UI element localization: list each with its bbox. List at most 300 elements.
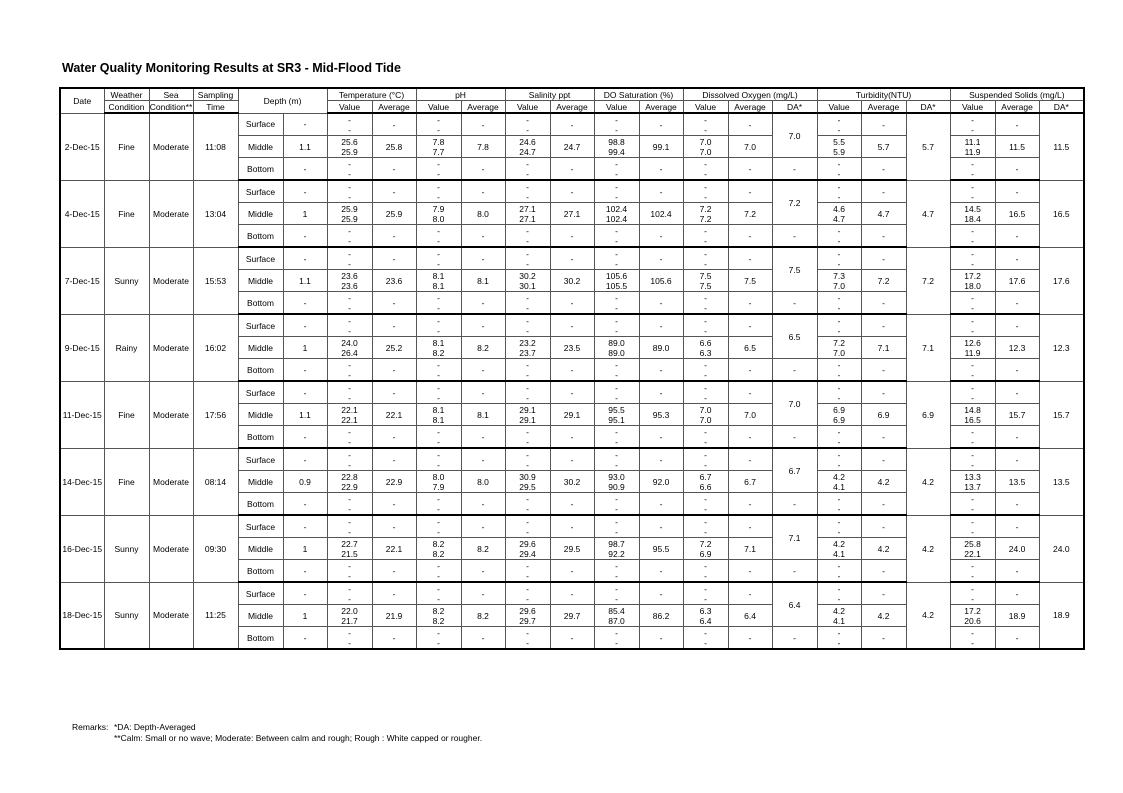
- temp-values-1: -: [348, 114, 351, 125]
- dosat-values: [594, 605, 639, 627]
- ss-values-1: -: [971, 449, 974, 460]
- table-header: [60, 88, 1084, 113]
- turb-values-2: -: [837, 526, 841, 537]
- ss-values-1: -: [971, 181, 974, 192]
- temp-average: -: [372, 225, 416, 248]
- turb-values-1: -: [837, 426, 841, 437]
- temp-average: -: [372, 314, 416, 337]
- do-values: [683, 225, 728, 248]
- ph-values-1: -: [437, 225, 440, 236]
- ph-average: 8.2: [461, 538, 505, 560]
- ss-da: 11.5: [1039, 113, 1084, 180]
- do-values: [683, 538, 728, 560]
- ss-values-2: -: [971, 258, 974, 269]
- depth-cell: 1: [283, 538, 327, 560]
- ph-values: [416, 247, 461, 270]
- subheader-value: Value: [817, 101, 861, 114]
- depth-cell: 1: [283, 203, 327, 225]
- dosat-values-1: -: [615, 382, 618, 393]
- dosat-values-2: -: [615, 436, 618, 447]
- do-values-2: 7.5: [699, 280, 712, 291]
- turb-values-2: -: [837, 302, 841, 313]
- do-da: 6.7: [772, 448, 817, 493]
- ph-values: [416, 404, 461, 426]
- header-dissolved-oxygen: Dissolved Oxygen (mg/L): [683, 88, 817, 101]
- do-values: [683, 605, 728, 627]
- ss-average: -: [995, 582, 1039, 605]
- dosat-average: -: [639, 448, 683, 471]
- turb-average: 7.1: [861, 337, 906, 359]
- turb-average: 6.9: [861, 404, 906, 426]
- ss-values-1: 25.8: [964, 538, 981, 549]
- do-values-2: -: [704, 637, 707, 648]
- do-values: [683, 247, 728, 270]
- ph-average: -: [461, 314, 505, 337]
- time-cell: 13:04: [193, 180, 238, 247]
- temp-average: 22.1: [372, 404, 416, 426]
- level-cell: Bottom: [238, 560, 283, 583]
- sal-values-2: -: [526, 436, 529, 447]
- ph-values: [416, 113, 461, 136]
- turb-values: [817, 471, 861, 493]
- level-cell: Bottom: [238, 426, 283, 449]
- temp-values-1: 25.9: [341, 203, 358, 214]
- ss-da: 17.6: [1039, 247, 1084, 314]
- header-weather-2: Condition: [104, 101, 149, 114]
- remarks-line-2: **Calm: Small or no wave; Moderate: Between calm and rough; Rough : White capped or rougher.: [114, 732, 483, 743]
- ph-values-2: 8.0: [432, 213, 445, 224]
- sal-values-2: -: [526, 258, 529, 269]
- ss-values-2: -: [971, 302, 974, 313]
- turb-values-2: -: [837, 325, 841, 336]
- ss-values: [950, 605, 995, 627]
- ss-values-2: -: [971, 124, 974, 135]
- dosat-values-2: -: [615, 168, 618, 179]
- temp-values-2: 21.7: [341, 615, 358, 626]
- depth-cell: -: [283, 493, 327, 516]
- depth-cell: -: [283, 381, 327, 404]
- temp-values: [327, 314, 372, 337]
- ss-values-1: 17.2: [964, 605, 981, 616]
- do-average: -: [728, 314, 772, 337]
- dosat-values-2: -: [615, 526, 618, 537]
- temp-values-1: -: [348, 426, 351, 437]
- ss-values: [950, 515, 995, 538]
- sal-values-1: 29.6: [519, 605, 536, 616]
- turb-average: -: [861, 515, 906, 538]
- dosat-values-2: -: [615, 570, 618, 581]
- ss-values: [950, 426, 995, 449]
- do-values-2: -: [704, 570, 707, 581]
- do-average: -: [728, 113, 772, 136]
- dosat-values-1: 98.7: [608, 538, 625, 549]
- ph-values: [416, 560, 461, 583]
- dosat-average: -: [639, 493, 683, 516]
- header-do-saturation: DO Saturation (%): [594, 88, 683, 101]
- dosat-average: 95.3: [639, 404, 683, 426]
- subheader-value: Value: [594, 101, 639, 114]
- ph-values: [416, 538, 461, 560]
- sea-cell: Moderate: [149, 113, 193, 180]
- ph-values-2: 8.2: [432, 615, 445, 626]
- depth-cell: 1: [283, 605, 327, 627]
- ph-average: 8.2: [461, 605, 505, 627]
- temp-values-2: 25.9: [341, 146, 358, 157]
- temp-values: [327, 359, 372, 382]
- ph-values-1: 7.8: [432, 136, 445, 147]
- ss-values: [950, 538, 995, 560]
- ph-values: [416, 471, 461, 493]
- ss-values: [950, 270, 995, 292]
- dosat-values: [594, 582, 639, 605]
- sal-values: [505, 203, 550, 225]
- turb-values-2: 5.9: [833, 146, 845, 157]
- dosat-average: 105.6: [639, 270, 683, 292]
- dosat-values-2: -: [615, 124, 618, 135]
- ss-values: [950, 493, 995, 516]
- do-values-1: -: [704, 315, 707, 326]
- ss-average: 12.3: [995, 337, 1039, 359]
- do-average: -: [728, 448, 772, 471]
- do-average: 7.2: [728, 203, 772, 225]
- turb-values: [817, 605, 861, 627]
- temp-values: [327, 627, 372, 650]
- ss-average: 18.9: [995, 605, 1039, 627]
- ph-values-1: 8.2: [432, 538, 445, 549]
- temp-values: [327, 493, 372, 516]
- temp-values-1: -: [348, 292, 351, 303]
- ph-values-2: -: [437, 503, 440, 514]
- do-values-2: 7.0: [699, 414, 712, 425]
- turb-average: -: [861, 448, 906, 471]
- dosat-values-1: 93.0: [608, 471, 625, 482]
- do-values-2: -: [704, 191, 707, 202]
- ss-values-1: -: [971, 248, 974, 259]
- header-turbidity: Turbidity(NTU): [817, 88, 950, 101]
- do-values: [683, 627, 728, 650]
- dosat-values-2: -: [615, 392, 618, 403]
- temp-values-1: 22.8: [341, 471, 358, 482]
- ph-values-2: -: [437, 235, 440, 246]
- turb-da: 4.2: [906, 515, 950, 582]
- subheader-value: Value: [416, 101, 461, 114]
- sal-values-1: 24.6: [519, 136, 536, 147]
- ss-values-2: -: [971, 526, 974, 537]
- temp-values-1: -: [348, 315, 351, 326]
- do-values-1: -: [704, 158, 707, 169]
- sal-values-2: -: [526, 503, 529, 514]
- do-average: 7.0: [728, 404, 772, 426]
- turb-values-1: -: [837, 627, 841, 638]
- temp-values-2: -: [348, 526, 351, 537]
- sal-values-2: -: [526, 168, 529, 179]
- temp-values-1: -: [348, 583, 351, 594]
- ph-values-1: -: [437, 493, 440, 504]
- sal-values: [505, 538, 550, 560]
- ss-values-1: -: [971, 627, 974, 638]
- sal-values-1: -: [526, 158, 529, 169]
- depth-cell: -: [283, 359, 327, 382]
- turb-values-2: 4.1: [833, 481, 845, 492]
- turb-values-2: 4.1: [833, 615, 845, 626]
- temp-values: [327, 426, 372, 449]
- level-cell: Surface: [238, 515, 283, 538]
- ss-values-2: -: [971, 191, 974, 202]
- depth-cell: -: [283, 448, 327, 471]
- do-values-1: 7.5: [699, 270, 712, 281]
- ph-values-2: 8.1: [432, 280, 445, 291]
- temp-values-1: 25.6: [341, 136, 358, 147]
- dosat-values-1: -: [615, 583, 618, 594]
- turb-values: [817, 627, 861, 650]
- ph-values: [416, 582, 461, 605]
- ss-da: 12.3: [1039, 314, 1084, 381]
- ph-values: [416, 627, 461, 650]
- level-cell: Middle: [238, 270, 283, 292]
- ph-values-1: -: [437, 315, 440, 326]
- sal-values: [505, 270, 550, 292]
- temp-values: [327, 448, 372, 471]
- dosat-values: [594, 180, 639, 203]
- dosat-values-2: 92.2: [608, 548, 625, 559]
- ph-values-2: 8.2: [432, 347, 445, 358]
- ph-values-2: -: [437, 369, 440, 380]
- ph-values: [416, 359, 461, 382]
- do-values-2: -: [704, 593, 707, 604]
- header-temperature: Temperature (°C): [327, 88, 416, 101]
- dosat-values: [594, 225, 639, 248]
- turb-values-1: -: [837, 493, 841, 504]
- temp-values-1: 23.6: [341, 270, 358, 281]
- temp-values: [327, 515, 372, 538]
- ph-average: -: [461, 426, 505, 449]
- dosat-values-1: -: [615, 225, 618, 236]
- ph-values-2: -: [437, 526, 440, 537]
- sal-values-2: -: [526, 392, 529, 403]
- sal-values-1: -: [526, 181, 529, 192]
- level-cell: Bottom: [238, 158, 283, 181]
- turb-average: -: [861, 292, 906, 315]
- do-values-1: 7.2: [699, 203, 712, 214]
- sal-values-1: 23.2: [519, 337, 536, 348]
- turb-values-2: -: [837, 235, 841, 246]
- sal-values-1: -: [526, 248, 529, 259]
- temp-values: [327, 605, 372, 627]
- ph-values-2: 8.2: [432, 548, 445, 559]
- do-average: -: [728, 158, 772, 181]
- ss-values: [950, 247, 995, 270]
- ph-values-1: -: [437, 583, 440, 594]
- do-da: -: [772, 158, 817, 181]
- sal-values-1: 30.9: [519, 471, 536, 482]
- ss-values-1: 14.8: [964, 404, 981, 415]
- dosat-values-1: -: [615, 560, 618, 571]
- temp-values-1: -: [348, 181, 351, 192]
- ph-values: [416, 381, 461, 404]
- date-cell: 18-Dec-15: [60, 582, 104, 649]
- ss-values-2: -: [971, 570, 974, 581]
- turb-values: [817, 225, 861, 248]
- ss-values-2: -: [971, 593, 974, 604]
- sal-average: -: [550, 158, 594, 181]
- do-values-2: -: [704, 258, 707, 269]
- sal-values: [505, 247, 550, 270]
- ss-average: -: [995, 314, 1039, 337]
- ss-values: [950, 359, 995, 382]
- temp-average: -: [372, 359, 416, 382]
- ss-values-1: -: [971, 583, 974, 594]
- sal-average: -: [550, 515, 594, 538]
- do-da: 7.1: [772, 515, 817, 560]
- do-values-1: 6.6: [699, 337, 712, 348]
- ss-values-1: -: [971, 359, 974, 370]
- remarks: [72, 722, 482, 743]
- sal-values-2: 27.1: [519, 213, 536, 224]
- table-row: [60, 247, 1084, 270]
- sal-average: -: [550, 359, 594, 382]
- level-cell: Middle: [238, 136, 283, 158]
- turb-values-1: -: [837, 516, 841, 527]
- dosat-average: -: [639, 582, 683, 605]
- do-values: [683, 292, 728, 315]
- sal-values: [505, 337, 550, 359]
- ph-values: [416, 158, 461, 181]
- turb-da: 4.2: [906, 582, 950, 649]
- dosat-values: [594, 627, 639, 650]
- temp-values-2: 25.9: [341, 213, 358, 224]
- sal-values-2: 29.7: [519, 615, 536, 626]
- ph-average: -: [461, 113, 505, 136]
- header-suspended-solids: Suspended Solids (mg/L): [950, 88, 1084, 101]
- dosat-values: [594, 426, 639, 449]
- ss-values-2: 13.7: [964, 481, 981, 492]
- temp-values-1: -: [348, 516, 351, 527]
- table-row: [60, 314, 1084, 337]
- temp-values-1: -: [348, 627, 351, 638]
- turb-values: [817, 180, 861, 203]
- do-values: [683, 381, 728, 404]
- subheader-average: Average: [639, 101, 683, 114]
- do-values: [683, 471, 728, 493]
- ph-values-1: -: [437, 248, 440, 259]
- ph-values-2: -: [437, 124, 440, 135]
- ph-values-1: -: [437, 158, 440, 169]
- temp-values-2: 21.5: [341, 548, 358, 559]
- ph-values-1: 8.1: [432, 404, 445, 415]
- sal-average: -: [550, 113, 594, 136]
- turb-average: 5.7: [861, 136, 906, 158]
- depth-cell: -: [283, 180, 327, 203]
- temp-values-2: 22.9: [341, 481, 358, 492]
- temp-values: [327, 113, 372, 136]
- temp-values-2: -: [348, 503, 351, 514]
- sal-values-1: -: [526, 449, 529, 460]
- time-cell: 17:56: [193, 381, 238, 448]
- ss-average: -: [995, 381, 1039, 404]
- weather-cell: Rainy: [104, 314, 149, 381]
- temp-values-2: -: [348, 168, 351, 179]
- ss-values-2: 18.4: [964, 213, 981, 224]
- do-values: [683, 337, 728, 359]
- header-sampling-2: Time: [193, 101, 238, 114]
- ph-average: -: [461, 627, 505, 650]
- do-values-1: -: [704, 114, 707, 125]
- sal-values: [505, 359, 550, 382]
- ph-values-1: -: [437, 382, 440, 393]
- sal-values-2: -: [526, 124, 529, 135]
- temp-values: [327, 180, 372, 203]
- ss-values-1: -: [971, 426, 974, 437]
- temp-average: -: [372, 627, 416, 650]
- sal-values: [505, 627, 550, 650]
- weather-cell: Sunny: [104, 247, 149, 314]
- depth-cell: -: [283, 515, 327, 538]
- do-values: [683, 426, 728, 449]
- ph-average: -: [461, 180, 505, 203]
- sal-average: 24.7: [550, 136, 594, 158]
- turb-values: [817, 538, 861, 560]
- sal-values-1: -: [526, 359, 529, 370]
- ss-average: 16.5: [995, 203, 1039, 225]
- depth-cell: -: [283, 426, 327, 449]
- turb-values-2: -: [837, 369, 841, 380]
- ph-values: [416, 515, 461, 538]
- do-average: 6.5: [728, 337, 772, 359]
- sal-values: [505, 113, 550, 136]
- do-values: [683, 448, 728, 471]
- do-values-2: -: [704, 526, 707, 537]
- sal-average: 23.5: [550, 337, 594, 359]
- ss-values: [950, 136, 995, 158]
- turb-values-1: 4.2: [833, 471, 845, 482]
- dosat-values-2: -: [615, 503, 618, 514]
- do-da: -: [772, 426, 817, 449]
- dosat-values-1: -: [615, 181, 618, 192]
- temp-values: [327, 381, 372, 404]
- time-cell: 16:02: [193, 314, 238, 381]
- turb-average: -: [861, 493, 906, 516]
- sea-cell: Moderate: [149, 247, 193, 314]
- ph-average: 8.0: [461, 203, 505, 225]
- do-values: [683, 404, 728, 426]
- sal-average: -: [550, 448, 594, 471]
- sal-values: [505, 225, 550, 248]
- temp-values-1: -: [348, 382, 351, 393]
- temp-values: [327, 225, 372, 248]
- turb-values-1: -: [837, 583, 841, 594]
- do-values: [683, 359, 728, 382]
- turb-values-1: 7.2: [833, 337, 845, 348]
- date-cell: 14-Dec-15: [60, 448, 104, 515]
- do-da: -: [772, 627, 817, 650]
- subheader-average: Average: [995, 101, 1039, 114]
- subheader-da: DA*: [772, 101, 817, 114]
- sal-values-2: -: [526, 235, 529, 246]
- temp-average: -: [372, 247, 416, 270]
- turb-values-2: -: [837, 436, 841, 447]
- turb-average: -: [861, 247, 906, 270]
- ph-values: [416, 225, 461, 248]
- ss-average: -: [995, 627, 1039, 650]
- temp-values-1: -: [348, 560, 351, 571]
- sal-average: -: [550, 180, 594, 203]
- ss-values: [950, 292, 995, 315]
- turb-average: 4.2: [861, 538, 906, 560]
- do-values-1: -: [704, 449, 707, 460]
- dosat-average: -: [639, 247, 683, 270]
- ss-values: [950, 404, 995, 426]
- ss-average: -: [995, 560, 1039, 583]
